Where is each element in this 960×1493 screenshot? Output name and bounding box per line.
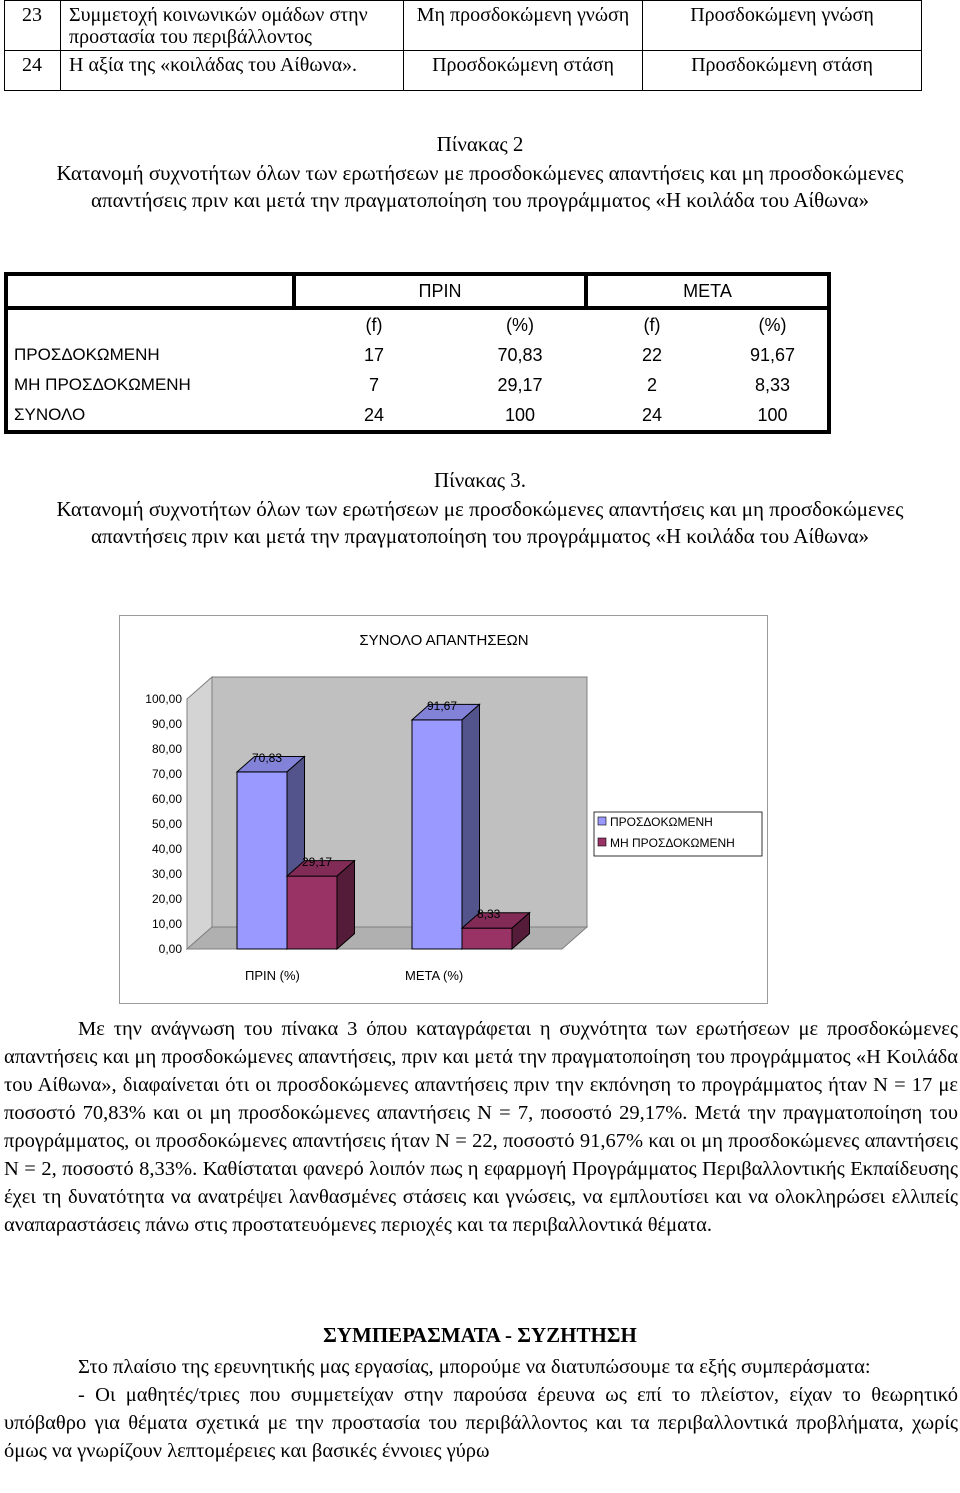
- row-label: ΠΡΟΣΔΟΚΩΜΕΝΗ: [14, 345, 160, 364]
- bar: [237, 772, 287, 949]
- cell-f-after: 22: [641, 344, 663, 365]
- legend-swatch: [598, 817, 606, 825]
- paragraph-text: Με την ανάγνωση του πίνακα 3 όπου καταγράφεται η συχνότητα των ερωτήσεων με προσδοκώμενες απαντήσεις και μη προσδοκώμενες απαντήσεις, πριν και μετά την πραγματοποίηση του προγράμματος «Η Κοιλάδα του Αίθωνα», διαφαίνεται ότι οι προσδοκώμενες απαντήσεις πριν την εκπόνηση το προγράμματος ήταν N = 17 με ποσοστό 70,83% και οι μη προσδοκώμενες απαντήσεις N = 7, ποσοστό 29,17%. Μετά την πραγματοποίηση του προγράμματος, οι προσδοκώμενες απαντήσεις ήταν N = 22, ποσοστό 91,67% και οι μη προσδοκώμενες απαντήσεις N = 2, ποσοστό 8,33%. Καθίσταται φανερό λοιπόν πως η εφαρμογή Προγράμματος Περιβαλλοντικής Εκπαίδευσης έχει τη δυνατότητα να ανατρέψει λανθασμένες στάσεις και γνώσεις, να εμπλουτίσει και να ολοκληρώσει ελλιπείς αναπαραστάσεις πάνω στις προστατευόμενες περιοχές και τα περιβαλλοντικά θέματα.: [4, 1018, 958, 1236]
- table-subheader-row: [6, 308, 829, 340]
- y-tick-label: 30,00: [151, 867, 182, 881]
- bar: [462, 928, 512, 949]
- col-f-before: (f): [365, 314, 383, 335]
- y-tick-label: 70,00: [151, 767, 182, 781]
- legend-entry: ΜΗ ΠΡΟΣΔΟΚΩΜΕΝΗ: [610, 836, 735, 850]
- table-header-row: [6, 274, 829, 308]
- row-question: Συμμετοχή κοινωνικών ομάδων στην προστασία του περιβάλλοντος: [61, 1, 404, 51]
- col-f-after: (f): [643, 314, 661, 335]
- row-after: Προσδοκώμενη στάση: [643, 51, 922, 91]
- bar: [287, 876, 337, 949]
- group-after-header: ΜΕΤΑ: [586, 274, 829, 308]
- cell-f-after: 2: [646, 374, 657, 395]
- col-pct-before: (%): [506, 314, 534, 335]
- cell-f-before: 17: [363, 344, 385, 365]
- group-before-header: ΠΡΙΝ: [294, 274, 586, 308]
- row-number: 23: [5, 1, 61, 51]
- y-tick-label: 10,00: [151, 917, 182, 931]
- table3-caption-title: Πίνακας 3.: [433, 468, 527, 492]
- table2-caption-text: Κατανομή συχνοτήτων όλων των ερωτήσεων με προσδοκώμενες απαντήσεις και μη προσδοκώμενες απαντήσεις πριν και μετά την πραγματοποίηση του προγράμματος «Η κοιλάδα του Αίθωνα»: [56, 161, 904, 212]
- data-label: 8,33: [477, 907, 501, 922]
- bar-side: [337, 861, 355, 949]
- empty-cell: [6, 308, 294, 340]
- cell-pct-after: 8,33: [754, 374, 791, 395]
- x-category-label: ΜΕΤΑ (%): [405, 968, 464, 983]
- conclusions-paragraph: [4, 1353, 958, 1465]
- cell-pct-before: 70,83: [497, 344, 543, 365]
- y-tick-label: 0,00: [158, 942, 182, 956]
- legend-swatch: [598, 838, 606, 846]
- chart-side-wall: [187, 677, 212, 949]
- paragraph-text: Στο πλαίσιο της ερευνητικής μας εργασίας, μπορούμε να διατυπώσουμε τα εξής συμπεράσματα:: [78, 1356, 871, 1378]
- row-after: Προσδοκώμενη γνώση: [643, 1, 922, 51]
- cell-pct-after: 91,67: [749, 344, 796, 365]
- y-tick-label: 40,00: [151, 842, 182, 856]
- table3-caption-text: Κατανομή συχνοτήτων όλων των ερωτήσεων με προσδοκώμενες απαντήσεις και μη προσδοκώμενες απαντήσεις πριν και μετά την πραγματοποίηση του προγράμματος «Η κοιλάδα του Αίθωνα»: [56, 497, 904, 548]
- cell-f-before: 7: [368, 374, 379, 395]
- table2-caption-title: Πίνακας 2: [436, 132, 524, 156]
- row-before: Προσδοκώμενη στάση: [404, 51, 643, 91]
- x-category-label: ΠΡΙΝ (%): [245, 968, 300, 983]
- y-tick-label: 100,00: [145, 692, 182, 706]
- table-row: [6, 340, 829, 370]
- y-tick-label: 90,00: [151, 717, 182, 731]
- table-row: [5, 51, 922, 91]
- data-label: 29,17: [302, 855, 333, 870]
- data-label: 91,67: [427, 698, 458, 713]
- table-row: [6, 400, 829, 432]
- col-pct-after: (%): [758, 314, 787, 335]
- cell-f-after: 24: [641, 404, 663, 425]
- questions-table: [4, 0, 922, 91]
- cell-pct-before: 100: [504, 404, 536, 425]
- bar-chart: [119, 615, 768, 1004]
- frequency-table: [4, 272, 831, 434]
- legend-entry: ΠΡΟΣΔΟΚΩΜΕΝΗ: [610, 815, 713, 829]
- table-row: [5, 1, 922, 51]
- y-tick-label: 20,00: [151, 892, 182, 906]
- row-before: Μη προσδοκώμενη γνώση: [404, 1, 643, 51]
- row-label: ΣΥΝΟΛΟ: [14, 405, 86, 424]
- row-label: ΜΗ ΠΡΟΣΔΟΚΩΜΕΝΗ: [14, 375, 191, 394]
- paragraph-text: - Οι μαθητές/τριες που συμμετείχαν στην παρούσα έρευνα ως επί το πλείστον, είχαν το θεωρητικό υπόβαθρο για θέματα σχετικά με την προστασία του περιβάλλοντος και τα περιβαλλοντικά προβλήματα, χωρίς όμως να γνωρίζουν λεπτομέρειες και βασικές έννοιες γύρω: [4, 1384, 958, 1462]
- chart-canvas: [120, 616, 767, 1003]
- row-question: Η αξία της «κοιλάδας του Αίθωνα».: [61, 51, 404, 91]
- y-tick-label: 50,00: [151, 817, 182, 831]
- cell-pct-before: 29,17: [497, 374, 543, 395]
- table-row: [6, 370, 829, 400]
- y-tick-label: 60,00: [151, 792, 182, 806]
- y-tick-label: 80,00: [151, 742, 182, 756]
- row-number: 24: [5, 51, 61, 91]
- data-label: 70,83: [252, 750, 283, 765]
- chart-title: ΣΥΝΟΛΟ ΑΠΑΝΤΗΣΕΩΝ: [359, 632, 529, 649]
- cell-f-before: 24: [363, 404, 385, 425]
- section-heading: ΣΥΜΠΕΡΑΣΜΑΤΑ - ΣΥΖΗΤΗΣΗ: [323, 1323, 637, 1347]
- cell-pct-after: 100: [757, 404, 788, 425]
- results-paragraph: [4, 1015, 958, 1239]
- empty-header-cell: [6, 274, 294, 308]
- bar: [412, 720, 462, 949]
